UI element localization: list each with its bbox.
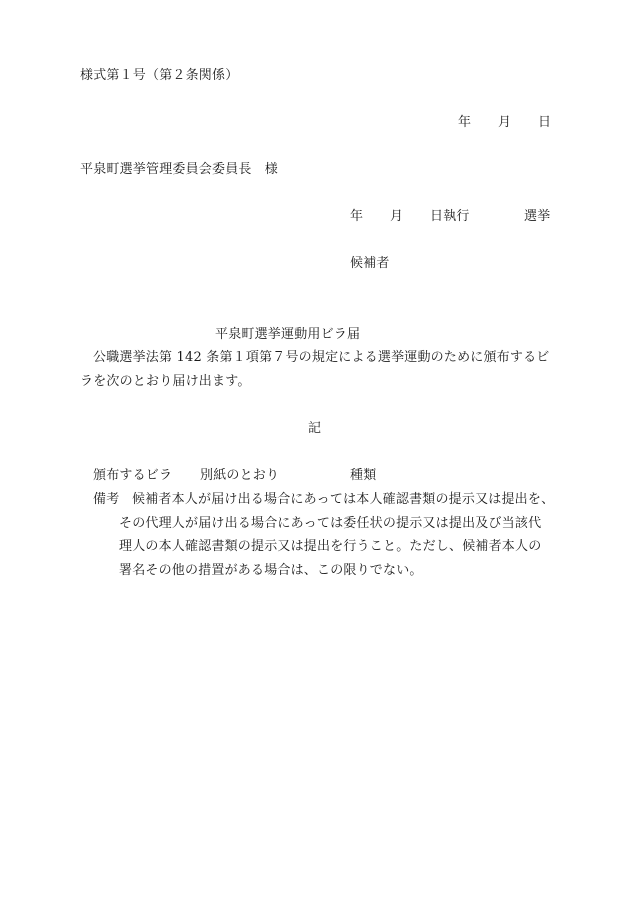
form-number: 様式第１号（第２条関係） [80,68,239,83]
date-year-label: 年 [458,115,472,130]
candidate-label: 候補者 [350,256,390,271]
remarks-line-2: その代理人が届け出る場合にあっては委任状の提示又は提出及び当該代 [119,516,542,531]
ki-heading: 記 [308,421,322,436]
election-month-label: 月 [390,209,404,224]
remarks-line-3: 理人の本人確認書類の提示又は提出を行うこと。ただし、候補者本人の [119,539,542,554]
document-title: 平泉町選挙運動用ビラ届 [215,327,361,342]
item-label: 頒布するビラ [93,468,173,483]
item-type-label: 種類 [350,468,377,483]
date-day-label: 日 [538,115,552,130]
remarks-line-4: 署名その他の措置がある場合は、この限りでない。 [119,563,423,578]
election-label: 選挙 [524,209,551,224]
remarks-line-1: 候補者本人が届け出る場合にあっては本人確認書類の提示又は提出を、 [132,492,555,507]
body-line-2: ラを次のとおり届け出ます。 [80,374,251,389]
item-value: 別紙のとおり [200,468,280,483]
body-line-1: 公職選挙法第 142 条第１項第７号の規定による選挙運動のために頒布するビ [93,350,550,365]
remarks-label: 備考 [93,492,120,507]
election-year-label: 年 [350,209,364,224]
election-executed-label: 日執行 [430,209,470,224]
date-month-label: 月 [498,115,512,130]
addressee: 平泉町選挙管理委員会委員長 様 [80,162,279,177]
